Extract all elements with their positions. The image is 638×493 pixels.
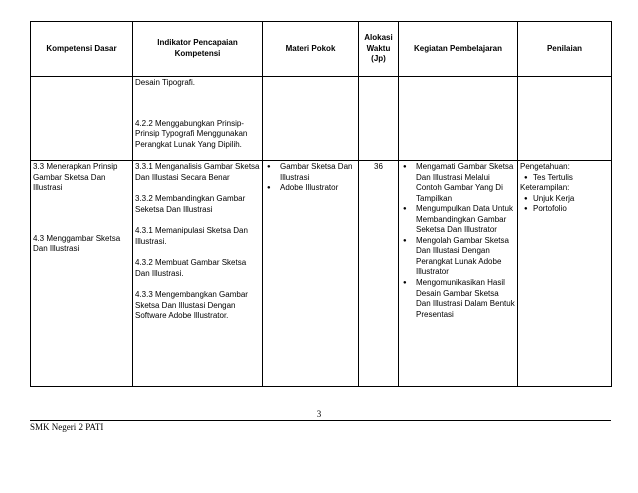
header-materi-pokok: Materi Pokok (263, 22, 359, 77)
kd-text: 4.3 Menggambar Sketsa Dan Illustrasi (33, 233, 121, 254)
cell-materi-pokok (263, 77, 359, 161)
list-item: ● Mengamati Gambar Sketsa Dan Illustrasi Melalui Contoh Gambar Yang Di Tampilkan (401, 162, 515, 204)
header-kompetensi-dasar: Kompetensi Dasar (31, 22, 133, 77)
penilaian-label: Keterampilan: (520, 183, 570, 193)
page-number: 3 (316, 409, 322, 419)
header-alokasi-waktu: Alokasi Waktu (Jp) (359, 22, 399, 77)
kd-text: 3.3 Menerapkan Prinsip Gambar Sketsa Dan Illustrasi (33, 162, 118, 193)
cell-kompetensi-dasar (31, 161, 133, 387)
cell-kompetensi-dasar (31, 77, 133, 161)
list-item: ● Mengumpulkan Data Untuk Membandingkan Gambar Seketsa Dan Illustrator (401, 204, 515, 236)
header-penilaian: Penilaian (518, 22, 612, 77)
list-item: ● Adobe Illustrator (265, 183, 356, 194)
cell-alokasi-waktu: 36 (359, 161, 399, 387)
cell-alokasi-waktu (359, 77, 399, 161)
indikator-text: 3.3.1 Menganalisis Gambar Sketsa Dan Illustasi Secara Benar (135, 162, 260, 182)
footer-school-name: SMK Negeri 2 PATI (30, 422, 104, 432)
cell-penilaian (518, 77, 612, 161)
indikator-text: Desain Tipografi. (135, 78, 196, 87)
penilaian-list (520, 194, 609, 215)
indikator-text: 4.3.3 Mengembangkan Gambar Sketsa Dan Illustasi Dengan Software Adobe Illustrator. (135, 290, 248, 321)
table-row (31, 161, 612, 387)
cell-penilaian (518, 161, 612, 387)
penilaian-label: Pengetahuan: (520, 162, 570, 171)
materi-list (265, 162, 356, 194)
header-kegiatan: Kegiatan Pembelajaran (399, 22, 518, 77)
cell-materi-pokok (263, 161, 359, 387)
cell-indikator (133, 77, 263, 161)
list-item: ● Mengomunikasikan Hasil Desain Gambar Sketsa Dan Illustrasi Dalam Bentuk Presentasi (401, 278, 515, 320)
cell-kegiatan (399, 161, 518, 387)
footer-divider (30, 420, 611, 421)
list-item: ● Unjuk Kerja (520, 194, 609, 205)
table-header-row (31, 22, 612, 77)
syllabus-table (30, 21, 612, 387)
indikator-text: 4.3.1 Memanipulasi Sketsa Dan Illustrasi. (135, 226, 248, 246)
indikator-text: 3.3.2 Membandingkan Gambar Seketsa Dan Illustrasi (135, 194, 246, 214)
cell-kegiatan (399, 77, 518, 161)
list-item: ● Tes Tertulis (520, 173, 609, 184)
header-indikator: Indikator Pencapaian Kompetensi (133, 22, 263, 77)
kegiatan-list (401, 162, 515, 320)
indikator-text: 4.3.2 Membuat Gambar Sketsa Dan Illustrasi. (135, 258, 247, 278)
list-item: ● Mengolah Gambar Sketsa Dan Illustasi Dengan Perangkat Lunak Adobe Illustrator (401, 236, 515, 278)
cell-indikator (133, 161, 263, 387)
penilaian-list (520, 173, 609, 184)
table-row (31, 77, 612, 161)
list-item: ● Gambar Sketsa Dan Illustrasi (265, 162, 356, 183)
indikator-text: 4.2.2 Menggabungkan Prinsip-Prinsip Typografi Menggunakan Perangkat Lunak Yang Dipilih. (135, 118, 248, 149)
list-item: ● Portofolio (520, 204, 609, 215)
